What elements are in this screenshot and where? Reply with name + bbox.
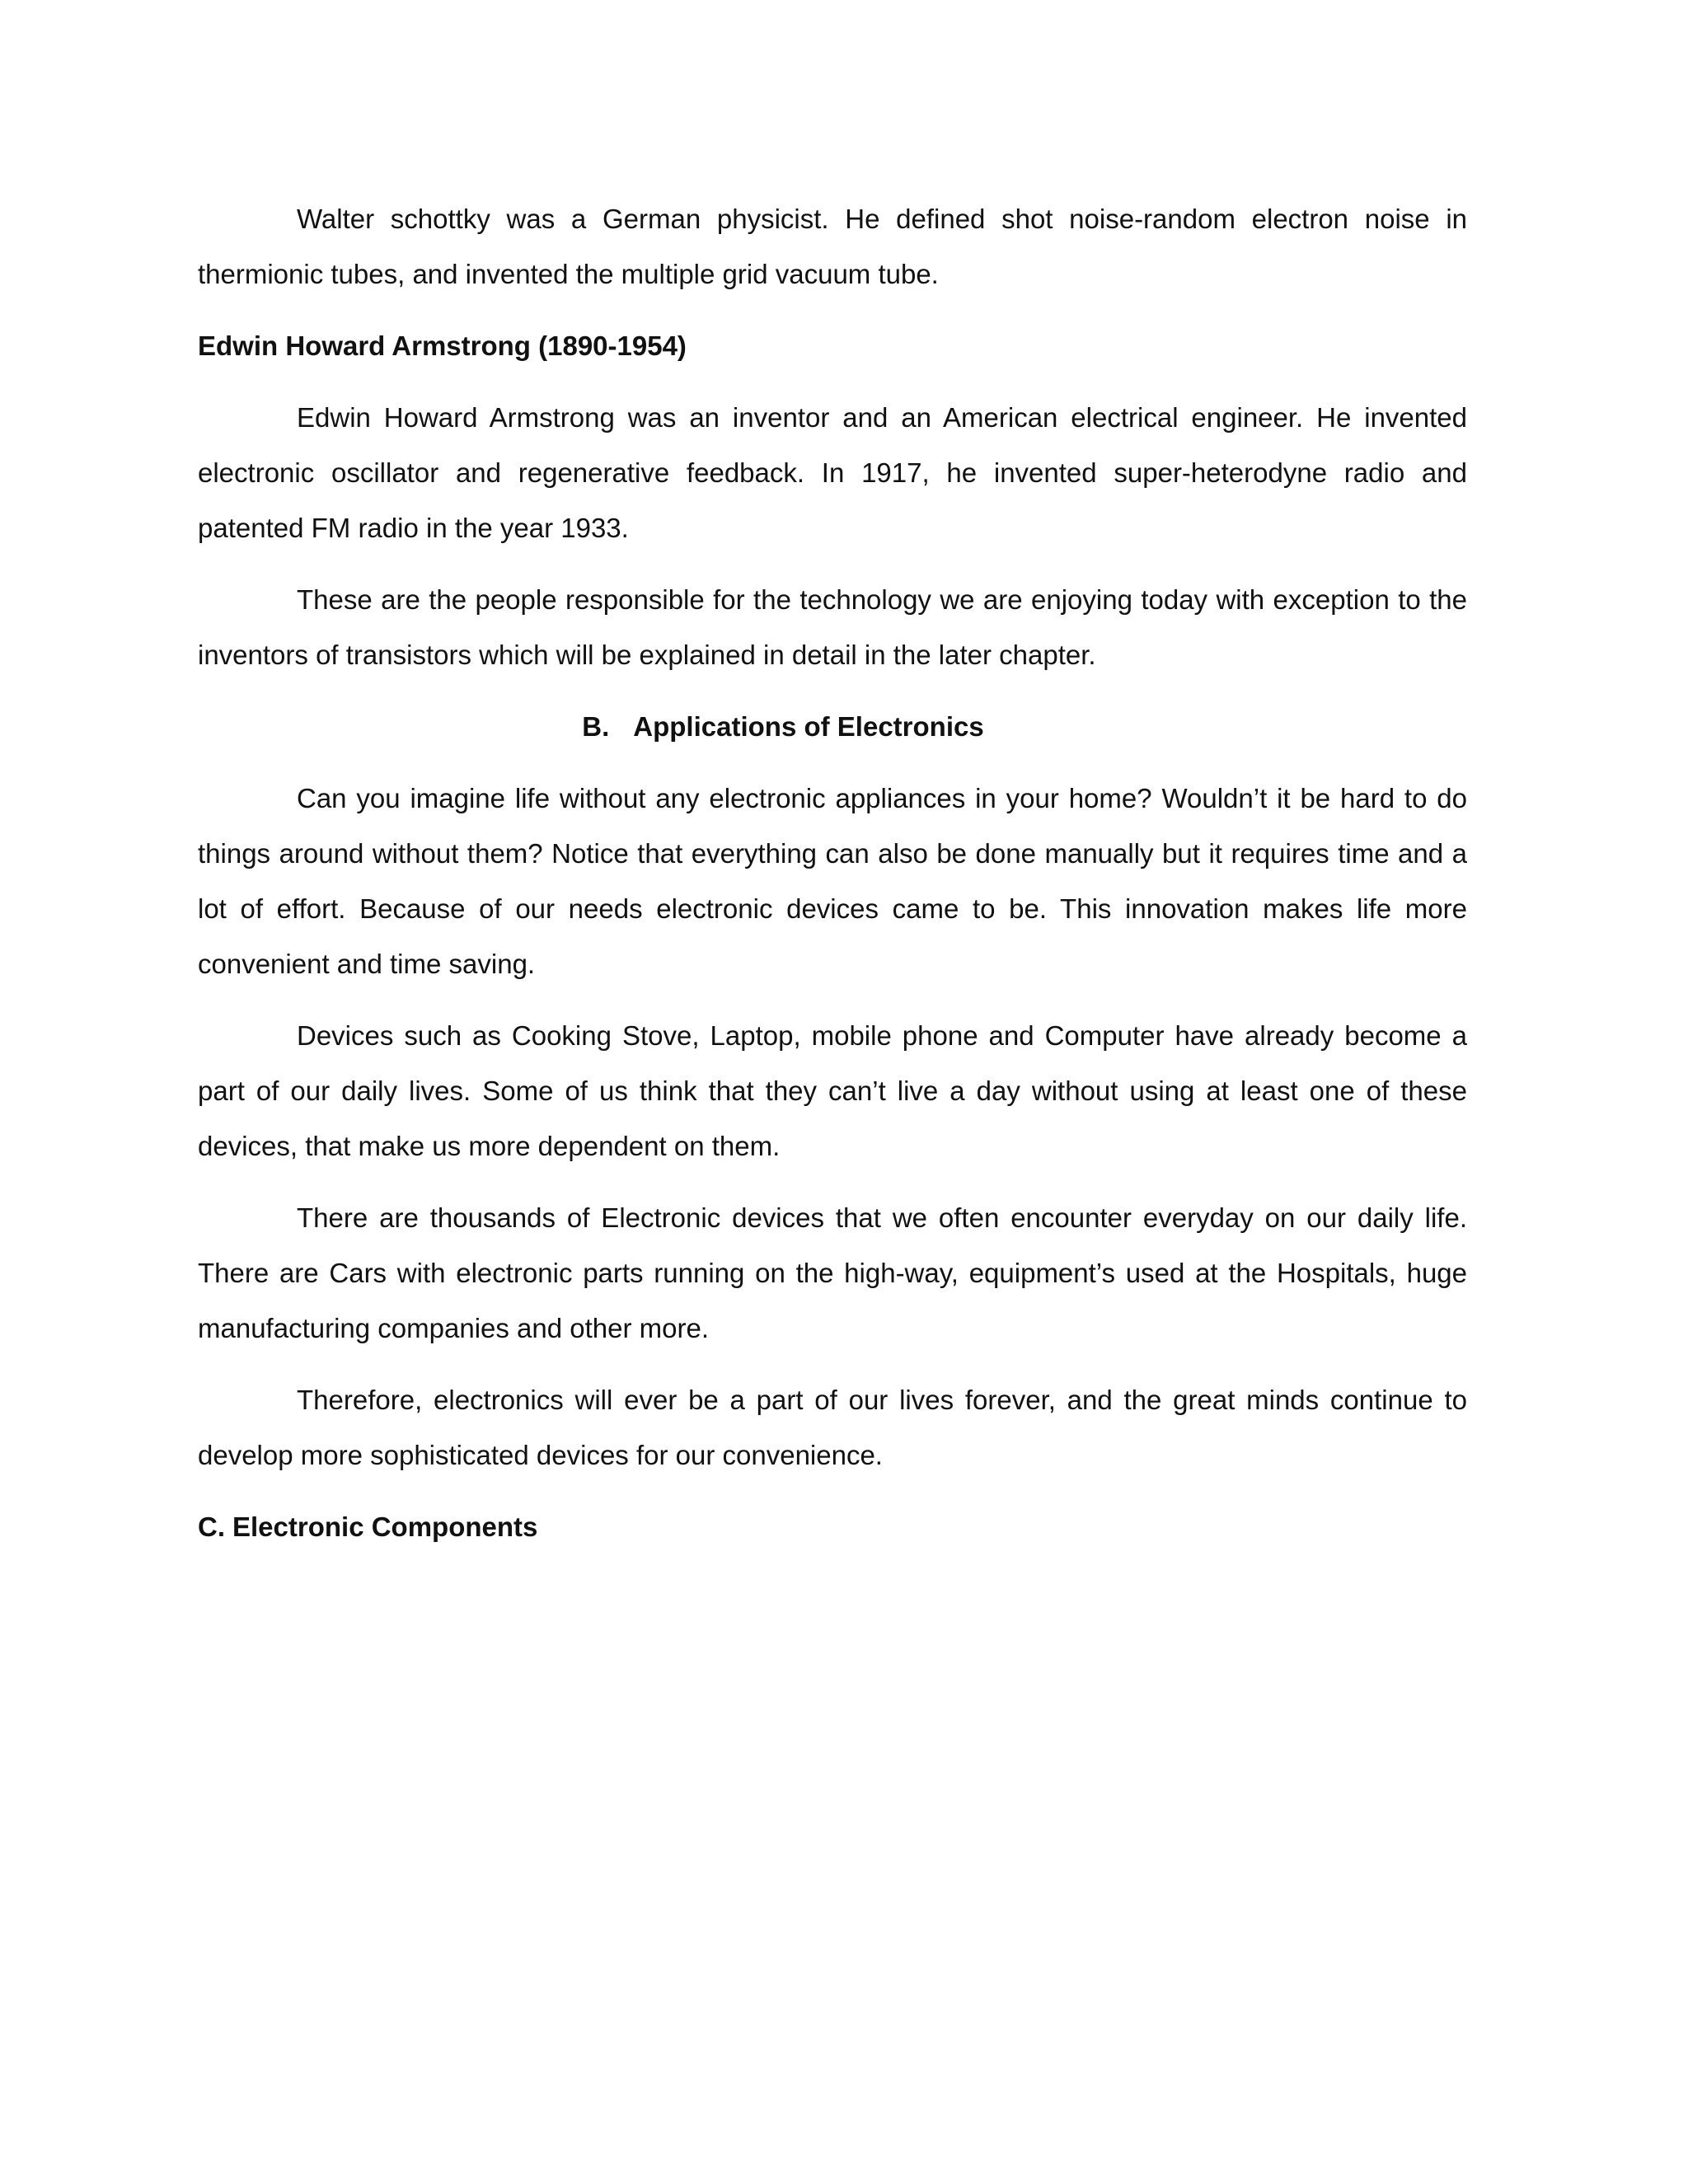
section-c-title: Electronic Components [232, 1511, 538, 1542]
paragraph-applications-2: Devices such as Cooking Stove, Laptop, mobile phone and Computer have already become a part of our daily lives. Some of us think that they can’t live a day without using at least one of these devices, that make us more dependent on them. [198, 1020, 1467, 1161]
section-b-marker: B. [582, 711, 610, 742]
section-b-title: Applications of Electronics [633, 711, 984, 742]
paragraph-applications-4: Therefore, electronics will ever be a part of our lives forever, and the great minds continue to develop more sophisticated devices for our convenience. [198, 1385, 1467, 1470]
paragraph-people: These are the people responsible for the technology we are enjoying today with exception to the inventors of transistors which will be explained in detail in the later chapter. [198, 584, 1467, 670]
paragraph-applications-1: Can you imagine life without any electronic appliances in your home? Wouldn’t it be hard to do things around without them? Notice that everything can also be done manually but it requires time and a lot of effort. Because of our needs electronic devices came to be. This innovation makes life more convenient and time saving. [198, 783, 1467, 979]
section-c-marker: C. [198, 1511, 225, 1542]
paragraph-schottky: Walter schottky was a German physicist. He defined shot noise-random electron noise in thermionic tubes, and invented the multiple grid vacuum tube. [198, 204, 1467, 289]
section-b-heading [198, 699, 1467, 754]
heading-armstrong: Edwin Howard Armstrong (1890-1954) [198, 330, 687, 361]
page-content [198, 191, 1467, 1571]
paragraph-armstrong: Edwin Howard Armstrong was an inventor and an American electrical engineer. He invented electronic oscillator and regenerative feedback. In 1917, he invented super-heterodyne radio and patented FM radio in the year 1933. [198, 402, 1467, 543]
paragraph-applications-3: There are thousands of Electronic devices that we often encounter everyday on our daily life. There are Cars with electronic parts running on the high-way, equipment’s used at the Hospitals, huge manufacturing companies and other more. [198, 1202, 1467, 1343]
section-c-heading [198, 1499, 1467, 1554]
